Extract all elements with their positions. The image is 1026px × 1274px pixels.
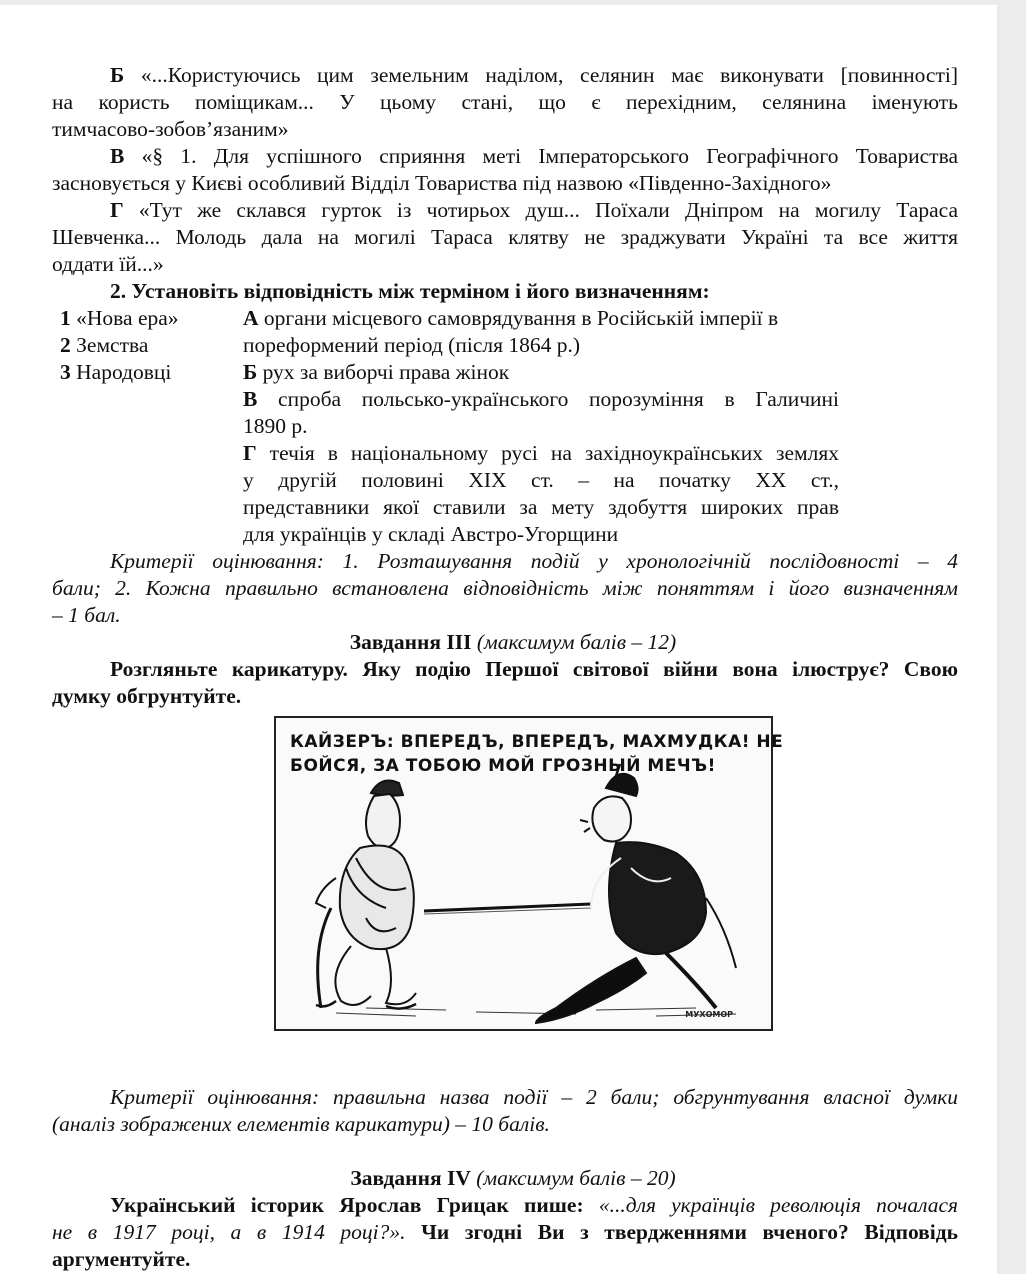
task-3-criteria-line-2: (аналіз зображених елементів карикатури) – 10 балів. <box>52 1112 550 1136</box>
definition-b-line-1 <box>243 359 509 386</box>
criteria-1-line-3: – 1 бал. <box>52 603 121 627</box>
definition-v-line-2: 1890 р. <box>243 414 308 438</box>
definition-a-line-2: пореформений період (після 1864 р.) <box>243 333 581 357</box>
source-b-line-3: тимчасово-зобов’язаним» <box>52 117 289 141</box>
task-4-quote-1: «...для українців революція почалася <box>598 1193 958 1217</box>
task-3-question-line-1: Розгляньте карикатуру. Яку подію Першої світової війни вона ілюструє? Свою <box>110 657 958 681</box>
source-b-letter: Б <box>110 63 125 87</box>
task-4-lead: Український історик Ярослав Грицак пише: <box>110 1193 584 1217</box>
source-v-letter: В <box>110 144 125 168</box>
task-3-criteria-line-1: Критерії оцінювання: правильна назва події – 2 бали; обгрунтування власної думки <box>110 1085 958 1109</box>
definition-g-line-3: представники якої ставили за мету здобуття широких прав <box>243 495 839 519</box>
cartoon-caption-line-2: БОЙСЯ, ЗА ТОБОЮ МОЙ ГРОЗНЫЙ МЕЧЪ! <box>290 756 716 776</box>
term-1-text: «Нова ера» <box>76 306 179 330</box>
definition-g-letter: Г <box>243 441 257 465</box>
term-2-text: Земства <box>76 333 149 357</box>
task-4-title <box>0 1165 997 1192</box>
definition-g-line-4: для українців у складі Австро-Угорщини <box>243 522 619 546</box>
viewer-margin <box>1000 0 1026 1274</box>
task-4-quote-2: не в 1917 році, а в 1914 році?». <box>52 1220 406 1244</box>
cartoon-caption <box>290 730 783 778</box>
definition-b-text-1: рух за виборчі права жінок <box>262 360 510 384</box>
definition-a-text-1: органи місцевого самоврядування в Російській імперії в <box>263 306 779 330</box>
definition-b-letter: Б <box>243 360 258 384</box>
term-1 <box>60 305 179 332</box>
term-2-number: 2 <box>60 333 71 357</box>
source-g-text-1: «Тут же склався гурток із чотирьох душ... Поїхали Дніпром на могилу Тараса <box>138 198 958 222</box>
definition-a-letter: А <box>243 306 259 330</box>
source-b-text-1: «...Користуючись цим земельним наділом, селянин має виконувати [повинності] <box>140 63 959 87</box>
source-v-line-1 <box>52 143 958 170</box>
task-4-question: Чи згодні Ви з твердженнями вченого? Відповідь <box>421 1220 959 1244</box>
kaiser-figure <box>536 764 736 1023</box>
cartoon-signature: МУХОМОР <box>685 1010 733 1019</box>
task-4-title-text: Завдання IV <box>350 1166 471 1190</box>
term-1-number: 1 <box>60 306 71 330</box>
task-3-max-points: (максимум балів – 12) <box>476 630 677 654</box>
definition-v-letter: В <box>243 387 258 411</box>
task-3-title <box>0 629 997 656</box>
task-2-heading: 2. Установіть відповідність між терміном і його визначенням: <box>110 279 710 303</box>
source-g-letter: Г <box>110 198 124 222</box>
task-4-line-3: аргументуйте. <box>52 1247 191 1271</box>
source-g-line-1 <box>52 197 958 224</box>
term-3-text: Народовці <box>76 360 172 384</box>
cartoon-caption-line-1: КАЙЗЕРЪ: ВПЕРЕДЪ, ВПЕРЕДЪ, МАХМУДКА! НЕ <box>290 732 784 752</box>
sword-blade <box>424 904 591 911</box>
definition-g-line-2: у другій половині XIX ст. – на початку XX ст., <box>243 468 839 492</box>
criteria-1-line-2: бали; 2. Кожна правильно встановлена відповідність між поняттям і його визначенням <box>52 576 958 600</box>
definition-v-text-1: спроба польсько-українського порозуміння в Галичині <box>278 387 840 411</box>
task-4-line-2 <box>52 1219 958 1246</box>
task-4-line-1 <box>52 1192 958 1219</box>
definition-g-line-1 <box>243 440 839 467</box>
cartoon-image <box>274 716 784 1031</box>
term-2 <box>60 332 148 359</box>
document-page <box>0 5 997 1274</box>
task-3-question-line-2: думку обгрунтуйте. <box>52 684 242 708</box>
source-g-line-3: оддати їй...» <box>52 252 164 276</box>
turk-figure <box>316 781 416 1009</box>
source-b-line-1 <box>52 62 958 89</box>
source-v-line-2: засновується у Києві особливий Відділ Товариства під назвою «Південно-Західного» <box>52 171 832 195</box>
task-3-title-text: Завдання III <box>349 630 472 654</box>
term-3 <box>60 359 171 386</box>
source-v-text-1: «§ 1. Для успішного сприяння меті Імператорського Географічного Товариства <box>141 144 958 168</box>
source-g-line-2: Шевченка... Молодь дала на могилі Тараса клятву не зраджувати Україні та все життя <box>52 225 958 249</box>
term-3-number: 3 <box>60 360 71 384</box>
source-b-line-2: на користь поміщикам... У цьому стані, що є перехідним, селянина іменують <box>52 90 958 114</box>
definition-a-line-1 <box>243 305 778 332</box>
definition-v-line-1 <box>243 386 839 413</box>
task-4-max-points: (максимум балів – 20) <box>476 1166 676 1190</box>
criteria-1-line-1: Критерії оцінювання: 1. Розташування подій у хронологічній послідовності – 4 <box>110 549 958 573</box>
definition-g-text-1: течія в національному русі на західноукраїнських землях <box>269 441 839 465</box>
